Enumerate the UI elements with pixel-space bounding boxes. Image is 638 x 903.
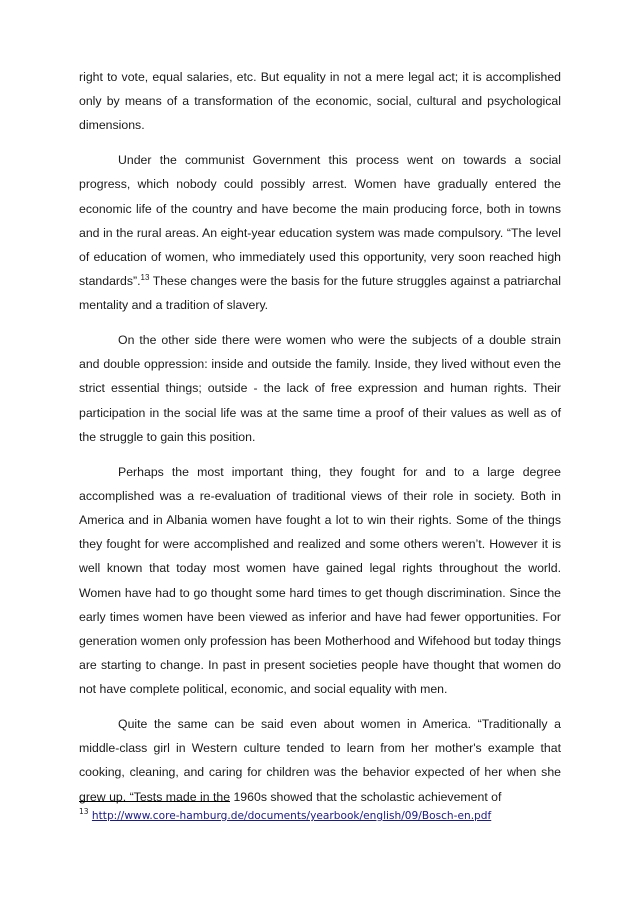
paragraph-1 xyxy=(79,65,561,138)
paragraph-3 xyxy=(79,328,561,449)
paragraph-2-text: Under the communist Government this process went on towards a social progress, which nobody could possibly arrest. Women have gradually entered the economic life of the country and have become the main producing force, both in towns and in the rural areas. An eight-year education system was made compulsory. “The level of education of women, who immediately used this opportunity, very soon reached high standards”. xyxy=(79,153,561,289)
paragraph-2-text-continued: These changes were the basis for the future struggles against a patriarchal mentality and a tradition of slavery. xyxy=(79,274,561,313)
footnote xyxy=(79,809,561,823)
footnote-marker: 13 xyxy=(79,807,89,816)
body-text xyxy=(79,65,561,819)
paragraph-3-text: On the other side there were women who were the subjects of a double strain and double oppression: inside and outside the family. Inside, they lived without even the strict essential things; outside - the lack of free expression and human rights. Their participation in the social life was at the same time a proof of their values as well as of the struggle to gain this position. xyxy=(79,333,561,444)
paragraph-5 xyxy=(79,712,561,809)
paragraph-2 xyxy=(79,148,561,317)
paragraph-1-text: right to vote, equal salaries, etc. But equality in not a mere legal act; it is accomplished only by means of a transformation of the economic, social, cultural and psychological dimensions. xyxy=(79,70,561,133)
paragraph-5-text: Quite the same can be said even about women in America. “Traditionally a middle-class girl in Western culture tended to learn from her mother's example that cooking, cleaning, and caring for children was the behavior expected of her when she grew up. “Tests made in the 1960s showed that the scholastic achievement of xyxy=(79,717,561,804)
footnote-separator xyxy=(79,801,230,802)
paragraph-4-text: Perhaps the most important thing, they fought for and to a large degree accomplished was a re-evaluation of traditional views of their role in society. Both in America and in Albania women have fought a lot to win their rights. Some of the things they fought for were accomplished and realized and some others weren’t. However it is well known that today most women have gained legal rights throughout the world. Women have had to go thought some hard times to get though discrimination. Since the early times women have been viewed as inferior and have had fewer opportunities. For generation women only profession has been Motherhood and Wifehood but today things are starting to change. In past in present societies people have thought that women do not have complete political, economic, and social equality with men. xyxy=(79,464,561,697)
footnote-reference[interactable]: 13 xyxy=(140,273,150,283)
footnote-link[interactable]: http://www.core-hamburg.de/documents/yearbook/english/09/Bosch-en.pdf xyxy=(91,810,492,822)
paragraph-4 xyxy=(79,460,561,702)
